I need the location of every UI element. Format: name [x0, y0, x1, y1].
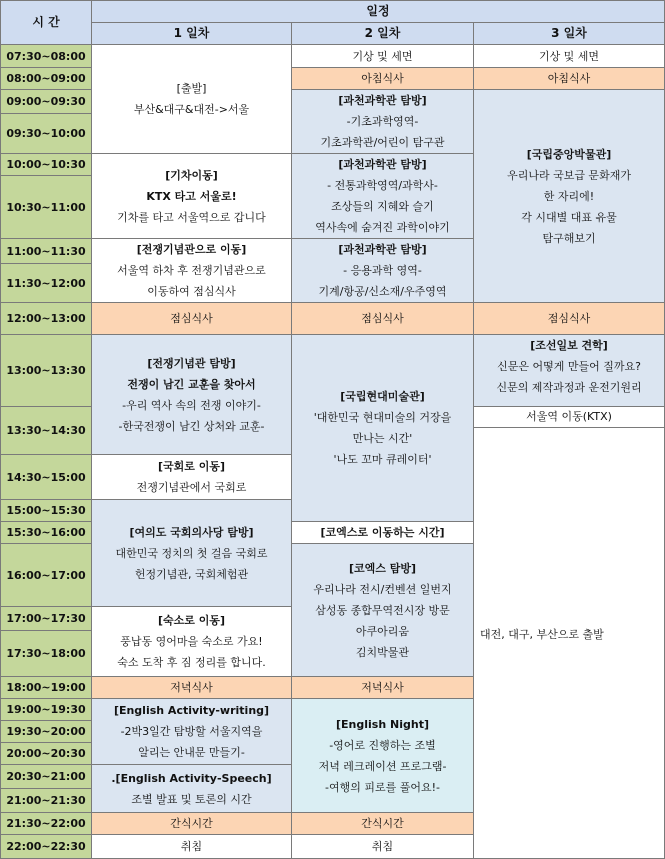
day1-to-lodging-line: 풍납동 영어마을 숙소로 가요! [120, 635, 263, 648]
day2-science-applied-title: [과천과학관 탐방] [338, 243, 427, 256]
time-slot: 19:00~19:30 [1, 699, 92, 721]
day1-english-writing-line: -2박3일간 탐방할 서울지역을 [120, 725, 263, 738]
day1-train-line: KTX 타고 서울로! [146, 189, 237, 203]
day2-to-coex-title: [코엑스로 이동하는 시간] [320, 526, 445, 539]
day2-english-night-line: -여행의 피로를 풀어요!- [325, 780, 440, 794]
day2-science-applied-line: - 응용과학 영역- [343, 264, 422, 277]
day3-national-museum-line: 한 자리에! [543, 189, 595, 203]
day1-english-speech-title: .[English Activity-Speech] [111, 771, 272, 785]
day2-science-traditional-line: 조상들의 지혜와 슬기 [331, 200, 434, 213]
day1-sleep: 취침 [92, 835, 292, 859]
day1-dinner: 저녁식사 [92, 677, 292, 699]
day1-to-memorial-line: 이동하여 점심식사 [147, 285, 236, 298]
time-column-header: 시 간 [1, 1, 92, 45]
day2-science-traditional-line: 역사속에 숨겨진 과학이야기 [315, 221, 450, 234]
day2-science-traditional-title: [과천과학관 탐방] [338, 158, 427, 171]
time-slot: 22:00~22:30 [1, 835, 92, 859]
day2-snack: 간식시간 [292, 813, 474, 835]
day1-english-writing [92, 699, 292, 765]
day2-breakfast: 아침식사 [292, 68, 474, 90]
time-slot: 20:00~20:30 [1, 743, 92, 765]
time-slot: 11:00~11:30 [1, 239, 92, 264]
day1-english-speech [92, 765, 292, 813]
day2-dinner: 저녁식사 [292, 677, 474, 699]
day2-to-coex [292, 522, 474, 544]
day-1-header: 1 일차 [92, 23, 292, 45]
day2-wake: 기상 및 세면 [292, 45, 474, 68]
day2-science-basic-title: [과천과학관 탐방] [338, 94, 427, 107]
day1-train [92, 154, 292, 239]
time-slot: 11:30~12:00 [1, 264, 92, 303]
time-slot: 17:00~17:30 [1, 607, 92, 631]
time-slot: 07:30~08:00 [1, 45, 92, 68]
day2-coex-tour-title: [코엑스 탐방] [348, 561, 416, 575]
time-slot: 18:00~19:00 [1, 677, 92, 699]
day3-return-departure: 대전, 대구, 부산으로 출발 [480, 628, 604, 641]
day2-science-traditional [292, 154, 474, 239]
day1-to-lodging-title: [숙소로 이동] [157, 614, 225, 627]
day1-to-lodging [92, 607, 292, 677]
time-slot: 08:00~09:00 [1, 68, 92, 90]
day1-to-lodging-line: 숙소 도착 후 짐 정리를 합니다. [117, 656, 266, 669]
time-slot: 17:30~18:00 [1, 631, 92, 677]
day3-wake: 기상 및 세면 [474, 45, 665, 68]
day2-mmca-line: '대한민국 현대미술의 거장을 [313, 411, 452, 424]
time-slot: 09:30~10:00 [1, 114, 92, 154]
day1-to-memorial-title: [전쟁기념관으로 이동] [136, 243, 247, 256]
day2-science-basic-line: 기초과학관/어린이 탐구관 [320, 136, 445, 149]
day1-assembly-tour-title: [여의도 국회의사당 탐방] [129, 525, 254, 539]
day2-english-night-line: -영어로 진행하는 조별 [329, 738, 436, 752]
day1-to-assembly-line: 전쟁기념관에서 국회로 [136, 481, 247, 494]
day3-chosun-tour [474, 335, 665, 407]
day3-national-museum-line: 탐구해보기 [542, 231, 596, 245]
day2-mmca-line: '나도 꼬마 큐레이터' [333, 453, 432, 466]
day2-coex-tour-line: 아쿠아리움 [355, 624, 410, 638]
day2-sleep: 취침 [292, 835, 474, 859]
day3-national-museum-title: [국립중앙박물관] [526, 147, 612, 161]
time-slot: 13:30~14:30 [1, 407, 92, 455]
day3-return [474, 407, 665, 859]
day1-memorial-tour [92, 335, 292, 455]
day3-chosun-tour-line: 신문은 어떻게 만들어 질까요? [497, 360, 641, 373]
day1-memorial-tour-line: 전쟁이 남긴 교훈을 찾아서 [127, 377, 256, 391]
day1-assembly-tour-line: 헌정기념관, 국회체험관 [134, 567, 249, 581]
day1-english-writing-title: [English Activity-writing] [113, 704, 270, 717]
day2-mmca-title: [국립현대미술관] [340, 390, 425, 403]
day2-science-applied-line: 기계/항공/신소재/우주영역 [318, 285, 447, 298]
day1-english-writing-line: 알리는 안내문 만들기- [138, 746, 245, 759]
time-slot: 16:00~17:00 [1, 544, 92, 607]
day2-coex-tour [292, 544, 474, 677]
day1-memorial-tour-line: -우리 역사 속의 전쟁 이야기- [122, 398, 261, 412]
time-slot: 13:00~13:30 [1, 335, 92, 407]
time-slot: 09:00~09:30 [1, 90, 92, 114]
day2-science-applied [292, 239, 474, 303]
day1-departure-line: 부산&대구&대전->서울 [133, 103, 250, 116]
day2-mmca [292, 335, 474, 522]
time-slot: 21:00~21:30 [1, 789, 92, 813]
day1-departure [92, 45, 292, 154]
day1-to-memorial-line: 서울역 하차 후 전쟁기념관으로 [117, 264, 266, 277]
day1-to-memorial [92, 239, 292, 303]
day3-national-museum [474, 90, 665, 303]
day2-science-traditional-line: - 전통과학영역/과학사- [327, 179, 438, 192]
day1-assembly-tour-line: 대한민국 정치의 첫 걸음 국회로 [115, 546, 268, 560]
day3-lunch: 점심식사 [474, 303, 665, 335]
day1-to-assembly-title: [국회로 이동] [157, 460, 225, 473]
day2-mmca-line: 만나는 시간' [352, 432, 413, 445]
day3-national-museum-line: 각 시대별 대표 유물 [521, 210, 617, 224]
day1-memorial-tour-line: -한국전쟁이 남긴 상처와 교훈- [118, 419, 265, 433]
day1-snack: 간식시간 [92, 813, 292, 835]
day1-to-assembly [92, 455, 292, 500]
day-3-header: 3 일차 [474, 23, 665, 45]
day2-english-night [292, 699, 474, 813]
day2-lunch: 점심식사 [292, 303, 474, 335]
day3-chosun-tour-title: [조선일보 견학] [530, 339, 608, 352]
day3-national-museum-line: 우리나라 국보급 문화재가 [507, 168, 631, 182]
time-slot: 19:30~20:00 [1, 721, 92, 743]
time-slot: 10:00~10:30 [1, 154, 92, 176]
day2-coex-tour-line: 우리나라 전시/컨벤션 일번지 [313, 582, 452, 596]
day1-memorial-tour-title: [전쟁기념관 탐방] [147, 356, 236, 370]
day-2-header: 2 일차 [292, 23, 474, 45]
day3-breakfast: 아침식사 [474, 68, 665, 90]
time-slot: 20:30~21:00 [1, 765, 92, 789]
time-slot: 21:30~22:00 [1, 813, 92, 835]
day1-train-title: [기차이동] [165, 168, 218, 182]
day2-coex-tour-line: 삼성동 종합무역전시장 방문 [315, 603, 450, 617]
day3-to-station: 서울역 이동(KTX) [474, 407, 664, 428]
time-slot: 10:30~11:00 [1, 176, 92, 239]
day1-assembly-tour [92, 500, 292, 607]
day2-coex-tour-line: 김치박물관 [355, 645, 410, 659]
day2-english-night-line: 저녁 레크레이션 프로그램- [318, 759, 447, 773]
day1-lunch: 점심식사 [92, 303, 292, 335]
day1-english-speech-line: 조별 발표 및 토론의 시간 [131, 792, 252, 806]
time-slot: 12:00~13:00 [1, 303, 92, 335]
day1-departure-title: [출발] [176, 82, 207, 95]
day2-science-basic-line: -기초과학영역- [346, 115, 419, 128]
day1-train-line: 기차를 타고 서울역으로 갑니다 [117, 210, 266, 224]
time-slot: 14:30~15:00 [1, 455, 92, 500]
time-slot: 15:00~15:30 [1, 500, 92, 522]
day2-english-night-title: [English Night] [336, 717, 429, 731]
schedule-header: 일정 [92, 1, 665, 23]
time-slot: 15:30~16:00 [1, 522, 92, 544]
day3-chosun-tour-line: 신문의 제작과정과 운전기원리 [496, 381, 642, 394]
day2-science-basic [292, 90, 474, 154]
